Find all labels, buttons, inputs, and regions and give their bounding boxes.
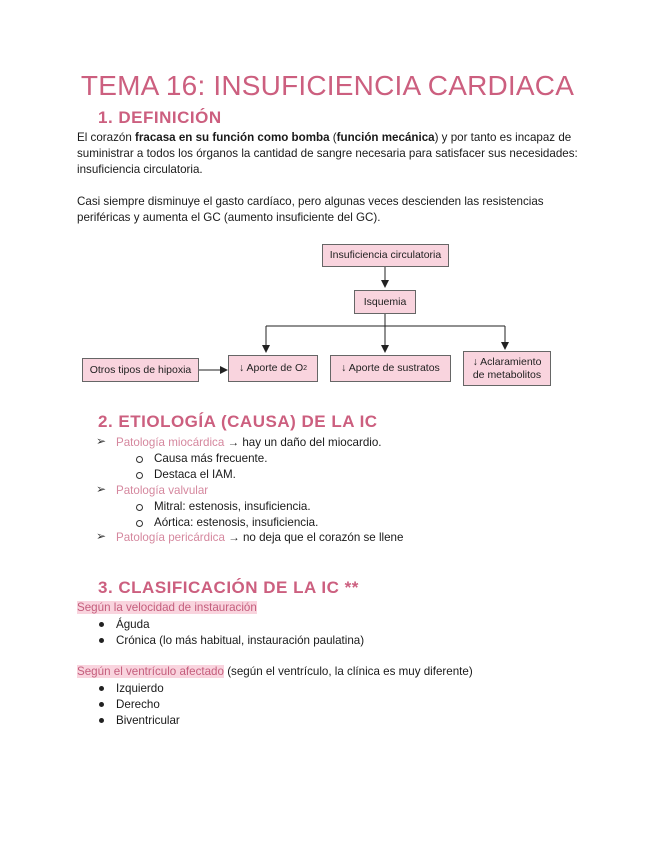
flow-box-otros-hipoxia: Otros tipos de hipoxia <box>82 358 199 382</box>
list-item: Izquierdo <box>116 682 164 695</box>
section-heading-etiologia: 2. ETIOLOGÍA (CAUSA) DE LA IC <box>98 412 378 431</box>
etiologia-item-miocardica: Patología miocárdica → hay un daño del miocardio. <box>116 436 382 449</box>
etiologia-item-valvular: Patología valvular <box>116 484 209 497</box>
definition-paragraph: El corazón fracasa en su función como bomba (función mecánica) y por tanto es incapaz de suministrar a todos los órganos la cantidad de sangre necesaria para satisfacer sus necesidades: insuficiencia circulatoria. <box>77 131 578 176</box>
list-item: Águda <box>116 618 150 631</box>
etiologia-sub-item: Causa más frecuente. <box>154 452 268 465</box>
flow-box-aclaramiento: ↓ Aclaramiento de metabolitos <box>463 351 551 386</box>
dot-bullet <box>99 638 104 643</box>
etiologia-item-pericardica: Patología pericárdica → no deja que el corazón se llene <box>116 531 404 544</box>
group-label-velocidad: Según la velocidad de instauración <box>77 601 257 614</box>
circle-bullet <box>136 504 143 511</box>
circle-bullet <box>136 472 143 479</box>
list-item: Biventricular <box>116 714 180 727</box>
etiologia-sub-item: Destaca el IAM. <box>154 468 236 481</box>
etiologia-sub-item: Mitral: estenosis, insuficiencia. <box>154 500 311 513</box>
circle-bullet <box>136 520 143 527</box>
list-item: Crónica (lo más habitual, instauración paulatina) <box>116 634 365 647</box>
arrow-bullet: ➢ <box>96 529 107 543</box>
gasto-cardiaco-paragraph: Casi siempre disminuye el gasto cardíaco, pero algunas veces descienden las resistencias periféricas y aumenta el GC (aumento insuficiente del GC). <box>77 195 544 224</box>
flow-box-aporte-o2: ↓ Aporte de O 2 <box>228 355 318 382</box>
page-title: TEMA 16: INSUFICIENCIA CARDIACA <box>80 70 575 101</box>
section-heading-clasificacion: 3. CLASIFICACIÓN DE LA IC ** <box>98 578 359 597</box>
dot-bullet <box>99 702 104 707</box>
dot-bullet <box>99 686 104 691</box>
flow-box-isquemia: Isquemia <box>354 290 416 314</box>
arrow-bullet: ➢ <box>96 434 107 448</box>
list-item: Derecho <box>116 698 160 711</box>
section-heading-definicion: 1. DEFINICIÓN <box>98 108 222 127</box>
group-label-ventriculo: Según el ventrículo afectado (según el ventrículo, la clínica es muy diferente) <box>77 665 473 678</box>
dot-bullet <box>99 718 104 723</box>
circle-bullet <box>136 456 143 463</box>
flow-box-insuficiencia-circulatoria: Insuficiencia circulatoria <box>322 244 449 267</box>
dot-bullet <box>99 622 104 627</box>
flow-box-aporte-sustratos: ↓ Aporte de sustratos <box>330 355 451 382</box>
arrow-bullet: ➢ <box>96 482 107 496</box>
etiologia-sub-item: Aórtica: estenosis, insuficiencia. <box>154 516 319 529</box>
